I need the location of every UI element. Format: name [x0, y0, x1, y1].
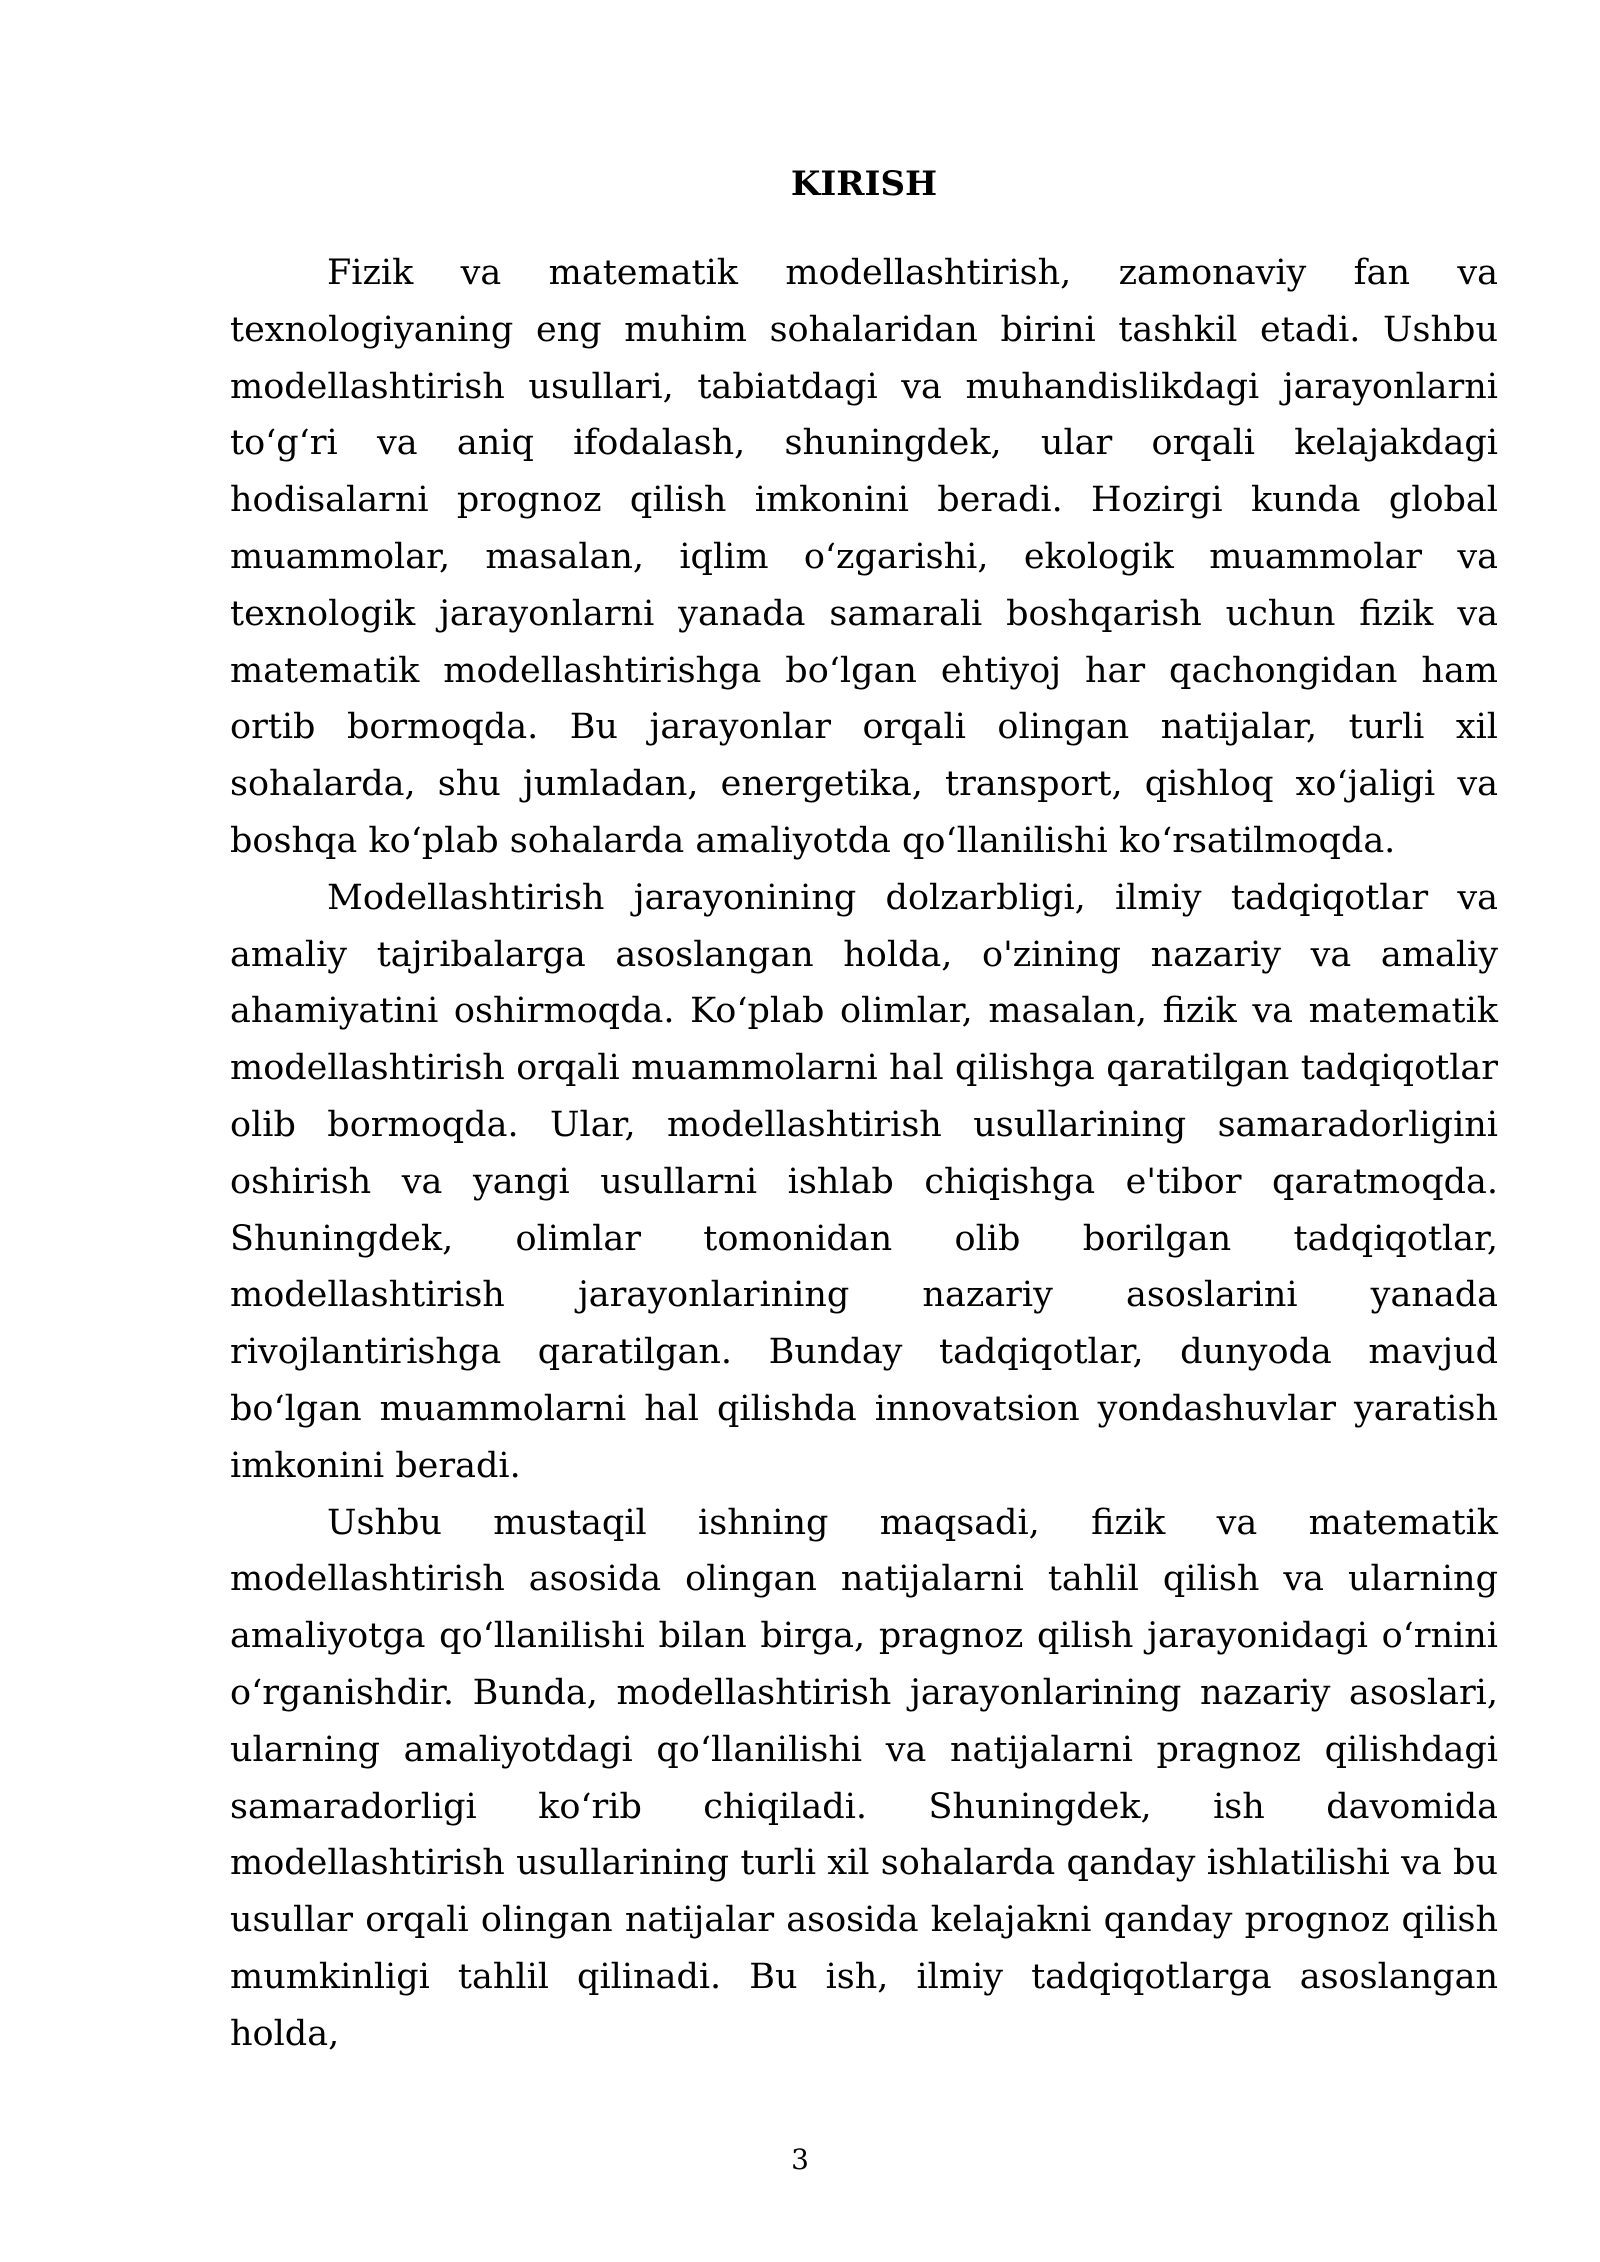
paragraph-1: Fizik va matematik modellashtirish, zamonaviy fan va texnologiyaning eng muhim sohalaridan birini tashkil etadi. Ushbu modellashtirish usullari, tabiatdagi va muhandislikdagi jarayonlarni to‘g‘ri va aniq ifodalash, shuningdek, ular orqali kelajakdagi hodisalarni prognoz qilish imkonini beradi. Hozirgi kunda global muammolar, masalan, iqlim o‘zgarishi, ekologik muammolar va texnologik jarayonlarni yanada samarali boshqarish uchun fizik va matematik modellashtirishga bo‘lgan ehtiyoj har qachongidan ham ortib bormoqda. Bu jarayonlar orqali olingan natijalar, turli xil sohalarda, shu jumladan, energetika, transport, qishloq xo‘jaligi va boshqa ko‘plab sohalarda amaliyotda qo‘llanilishi ko‘rsatilmoqda.: [230, 253, 1498, 861]
page-title: KIRISH: [790, 164, 938, 204]
paragraph-2: Modellashtirish jarayonining dolzarbligi, ilmiy tadqiqotlar va amaliy tajribalarga asoslangan holda, o'zining nazariy va amaliy ahamiyatini oshirmoqda. Ko‘plab olimlar, masalan, fizik va matematik modellashtirish orqali muammolarni hal qilishga qaratilgan tadqiqotlar olib bormoqda. Ular, modellashtirish usullarining samaradorligini oshirish va yangi usullarni ishlab chiqishga e'tibor qaratmoqda. Shuningdek, olimlar tomonidan olib borilgan tadqiqotlar, modellashtirish jarayonlarining nazariy asoslarini yanada rivojlantirishga qaratilgan. Bunday tadqiqotlar, dunyoda mavjud bo‘lgan muammolarni hal qilishda innovatsion yondashuvlar yaratish imkonini beradi.: [230, 877, 1498, 1486]
paragraph-3: Ushbu mustaqil ishning maqsadi, fizik va matematik modellashtirish asosida olingan natijalarni tahlil qilish va ularning amaliyotga qo‘llanilishi bilan birga, pragnoz qilish jarayonidagi o‘rnini o‘rganishdir. Bunda, modellashtirish jarayonlarining nazariy asoslari, ularning amaliyotdagi qo‘llanilishi va natijalarni pragnoz qilishdagi samaradorligi ko‘rib chiqiladi. Shuningdek, ish davomida modellashtirish usullarining turli xil sohalarda qanday ishlatilishi va bu usullar orqali olingan natijalar asosida kelajakni qanday prognoz qilish mumkinligi tahlil qilinadi. Bu ish, ilmiy tadqiqotlarga asoslangan holda,: [230, 1502, 1498, 2054]
page-number: 3: [791, 2143, 809, 2176]
body-text: [230, 245, 1498, 2063]
